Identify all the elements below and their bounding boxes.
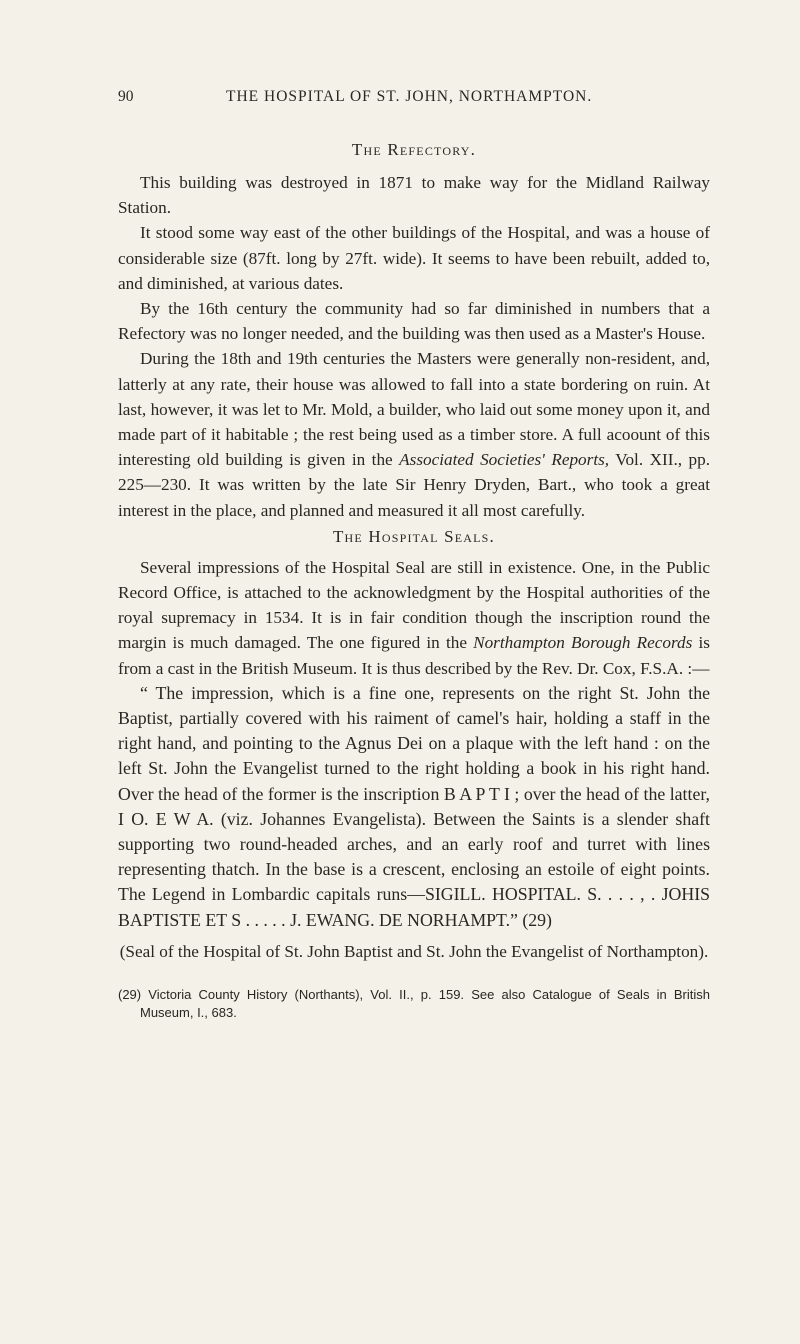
- italic-citation: Northampton Borough Records: [473, 633, 693, 653]
- section-heading-seals: The Hospital Seals.: [332, 526, 496, 546]
- seal-description-quote: “ The impression, which is a fine one, represents on the right St. John the Baptist, partially covered with his raiment of camel's hair, holding a staff in the right hand, and pointing to the Agnus Dei on a plaque with the left hand : on the left St. John the Evangelist turned to the right holding a book in his right hand. Over the head of the former is the inscription B A P T I ; over the head of the latter, I O. E W A. (viz. Johannes Evangelista). Between the Saints is a slender shaft supporting two round-headed arches, and an early roof and turret with lines representing thatch. In the base is a crescent, enclosing an estoile of eight points. The Legend in Lombardic capitals runs—SIGILL. HOSPITAL. S. . . . , . JOHIS BAPTISTE ET S . . . . . J. EWANG. DE NORHAMPT.” (29): [118, 682, 710, 930]
- text-run: Several impressions of the Hospital Seal are still in existence. One, in the Public Record Office, is attached to the acknowledgment by the Hospital authorities of the royal supremacy in 1534. It is in fair condition though the inscription round the margin is much damaged. The one figured in the: [118, 557, 710, 653]
- running-title: THE HOSPITAL OF ST. JOHN, NORTHAMPTON.: [226, 88, 593, 105]
- running-header: [118, 88, 710, 110]
- paragraph: By the 16th century the community had so far diminished in numbers that a Refectory was no longer needed, and the building was then used as a Master's House.: [118, 299, 710, 344]
- page-number: 90: [118, 88, 134, 105]
- seal-caption: (Seal of the Hospital of St. John Baptist and St. John the Evangelist of Northampton).: [119, 941, 709, 961]
- text-run: During the 18th and 19th centuries the Masters were generally non-resident, and, latterly at any rate, their house was allowed to fall into a state bordering on ruin. At last, however, it was let to Mr. Mold, a builder, who laid out some money upon it, and made part of it habitable ; the rest being used as a timber store. A full acoount of this interesting old building is given in the: [118, 349, 710, 470]
- paragraph: [118, 346, 710, 522]
- text-run: Vol. XII., pp. 225—230. It was written by the late Sir Henry Dryden, Bart., who took a great interest in the place, and planned and measured it all most carefully.: [118, 450, 710, 520]
- paragraph: [118, 555, 710, 681]
- section-heading-refectory: The Refectory.: [351, 140, 477, 159]
- italic-citation: Associated Societies' Reports,: [399, 450, 610, 470]
- page: [118, 88, 710, 1022]
- footnote: (29) Victoria County History (Northants), Vol. II., p. 159. See also Catalogue of Seals in British Museum, I., 683.: [118, 987, 710, 1021]
- text-run: is from a cast in the British Museum. It is thus described by the Rev. Dr. Cox, F.S.A. :—: [118, 633, 710, 678]
- paragraph: This building was destroyed in 1871 to make way for the Midland Railway Station.: [118, 173, 710, 218]
- paragraph: It stood some way east of the other buildings of the Hospital, and was a house of considerable size (87ft. long by 27ft. wide). It seems to have been rebuilt, added to, and diminished, at various dates.: [118, 223, 710, 293]
